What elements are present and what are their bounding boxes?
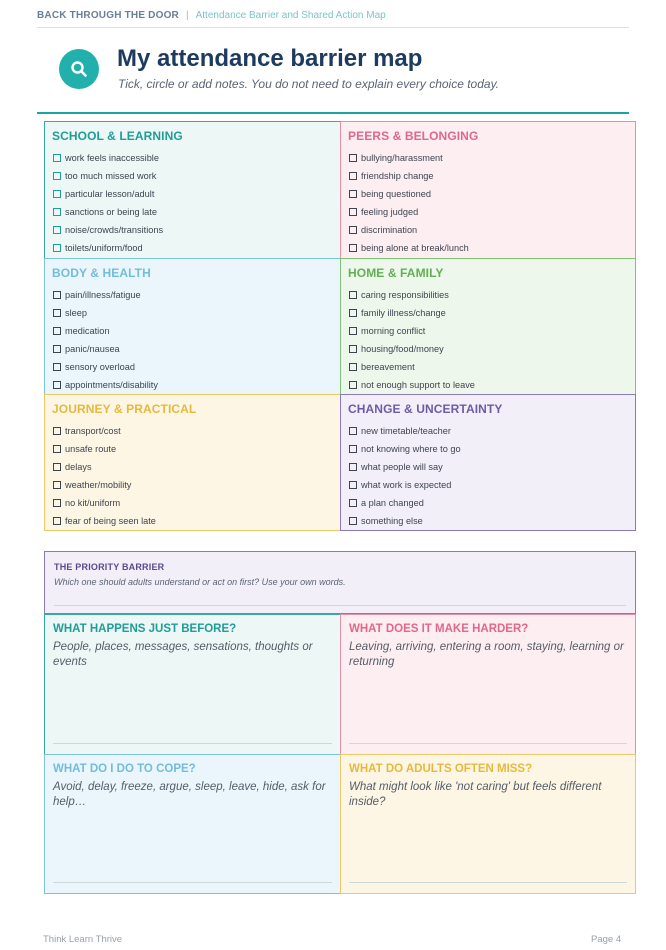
- barrier-option[interactable]: [53, 358, 158, 376]
- option-label: too much missed work: [65, 171, 157, 181]
- barrier-option[interactable]: [349, 239, 469, 257]
- checkbox[interactable]: [349, 345, 357, 353]
- option-label: bullying/harassment: [361, 153, 443, 163]
- checkbox[interactable]: [349, 309, 357, 317]
- checkbox[interactable]: [53, 463, 61, 471]
- checkbox[interactable]: [349, 208, 357, 216]
- checkbox[interactable]: [53, 327, 61, 335]
- category-body-health: [44, 258, 341, 395]
- checkbox[interactable]: [53, 445, 61, 453]
- checkbox[interactable]: [349, 381, 357, 389]
- priority-heading: THE PRIORITY BARRIER: [54, 562, 165, 572]
- option-label: medication: [65, 326, 110, 336]
- barrier-option[interactable]: [349, 149, 469, 167]
- category-home-family: [340, 258, 636, 395]
- category-title: CHANGE & UNCERTAINTY: [348, 402, 503, 416]
- checkbox[interactable]: [349, 427, 357, 435]
- barrier-option[interactable]: [53, 239, 163, 257]
- title-divider: [37, 112, 629, 114]
- checkbox[interactable]: [349, 363, 357, 371]
- barrier-option[interactable]: [349, 358, 475, 376]
- option-label: particular lesson/adult: [65, 189, 155, 199]
- checkbox[interactable]: [349, 463, 357, 471]
- question-how-i-cope[interactable]: [44, 754, 341, 894]
- priority-barrier-field[interactable]: [44, 551, 636, 614]
- checkbox[interactable]: [53, 208, 61, 216]
- writing-line: [349, 882, 627, 883]
- category-title: PEERS & BELONGING: [348, 129, 479, 143]
- question-what-makes-harder[interactable]: [340, 614, 636, 755]
- checkbox[interactable]: [53, 381, 61, 389]
- question-prompt: What might look like 'not caring' but feels different inside?: [349, 781, 602, 808]
- option-label: weather/mobility: [65, 480, 132, 490]
- header-subtitle: Attendance Barrier and Shared Action Map: [195, 10, 386, 21]
- checkbox[interactable]: [53, 226, 61, 234]
- checkbox[interactable]: [53, 190, 61, 198]
- writing-line: [53, 882, 332, 883]
- option-label: sanctions or being late: [65, 207, 157, 217]
- option-label: no kit/uniform: [65, 498, 121, 508]
- barrier-option[interactable]: [349, 494, 461, 512]
- barrier-option[interactable]: [349, 376, 475, 394]
- option-label: what work is expected: [361, 480, 452, 490]
- barrier-option[interactable]: [53, 203, 163, 221]
- priority-prompt: Which one should adults understand or act on first? Use your own words.: [54, 577, 346, 587]
- barrier-option[interactable]: [349, 286, 475, 304]
- category-title: JOURNEY & PRACTICAL: [52, 402, 197, 416]
- barrier-option[interactable]: [349, 512, 461, 530]
- checkbox[interactable]: [349, 226, 357, 234]
- barrier-option[interactable]: [349, 185, 469, 203]
- category-peers-belonging: [340, 121, 636, 259]
- checkbox[interactable]: [53, 517, 61, 525]
- barrier-option[interactable]: [349, 304, 475, 322]
- option-label: toilets/uniform/food: [65, 243, 143, 253]
- checkbox[interactable]: [349, 244, 357, 252]
- barrier-option[interactable]: [349, 440, 461, 458]
- question-heading: WHAT HAPPENS JUST BEFORE?: [53, 623, 237, 635]
- option-label: not knowing where to go: [361, 444, 461, 454]
- option-label: feeling judged: [361, 207, 419, 217]
- page-subtitle: Tick, circle or add notes. You do not need to explain every choice today.: [118, 77, 500, 91]
- question-prompt: Avoid, delay, freeze, argue, sleep, leave, hide, ask for help…: [53, 781, 326, 808]
- option-label: caring responsibilities: [361, 290, 449, 300]
- question-heading: WHAT DO I DO TO COPE?: [53, 763, 196, 775]
- checkbox[interactable]: [53, 309, 61, 317]
- barrier-option[interactable]: [53, 340, 158, 358]
- barrier-option[interactable]: [349, 221, 469, 239]
- checkbox[interactable]: [53, 481, 61, 489]
- barrier-option[interactable]: [53, 494, 156, 512]
- option-label: what people will say: [361, 462, 443, 472]
- category-title: SCHOOL & LEARNING: [52, 129, 183, 143]
- barrier-option[interactable]: [53, 304, 158, 322]
- question-heading: WHAT DOES IT MAKE HARDER?: [349, 623, 529, 635]
- footer-organisation: Think Learn Thrive: [43, 934, 123, 945]
- checkbox[interactable]: [349, 291, 357, 299]
- page-title: My attendance barrier map: [117, 45, 423, 72]
- option-label: fear of being seen late: [65, 516, 156, 526]
- category-change-uncertainty: [340, 394, 636, 531]
- barrier-option[interactable]: [349, 422, 461, 440]
- option-label: housing/food/money: [361, 344, 444, 354]
- option-label: discrimination: [361, 225, 418, 235]
- barrier-option[interactable]: [349, 340, 475, 358]
- header-separator: |: [185, 10, 189, 21]
- checkbox[interactable]: [53, 427, 61, 435]
- search-icon: [59, 49, 99, 89]
- option-label: being alone at break/lunch: [361, 243, 469, 253]
- option-label: work feels inaccessible: [65, 153, 159, 163]
- question-prompt: Leaving, arriving, entering a room, staying, learning or returning: [349, 641, 624, 668]
- option-label: new timetable/teacher: [361, 426, 451, 436]
- barrier-option[interactable]: [349, 476, 461, 494]
- barrier-option[interactable]: [53, 149, 163, 167]
- option-label: friendship change: [361, 171, 434, 181]
- option-label: something else: [361, 516, 423, 526]
- checkbox[interactable]: [53, 345, 61, 353]
- category-journey-practical: [44, 394, 341, 531]
- category-title: BODY & HEALTH: [52, 266, 151, 280]
- category-school-learning: [44, 121, 341, 259]
- option-label: sensory overload: [65, 362, 135, 372]
- checkbox[interactable]: [53, 291, 61, 299]
- question-what-happens-before[interactable]: [44, 614, 341, 755]
- running-header: [37, 10, 629, 28]
- checkbox[interactable]: [349, 445, 357, 453]
- option-label: being questioned: [361, 189, 431, 199]
- option-label: unsafe route: [65, 444, 117, 454]
- barrier-option[interactable]: [53, 476, 156, 494]
- option-label: transport/cost: [65, 426, 121, 436]
- barrier-option[interactable]: [53, 512, 156, 530]
- checkbox[interactable]: [349, 190, 357, 198]
- barrier-option[interactable]: [349, 322, 475, 340]
- checkbox[interactable]: [349, 172, 357, 180]
- checkbox[interactable]: [349, 154, 357, 162]
- option-label: morning conflict: [361, 326, 426, 336]
- barrier-option[interactable]: [53, 458, 156, 476]
- checkbox[interactable]: [53, 244, 61, 252]
- barrier-option[interactable]: [349, 203, 469, 221]
- question-prompt: People, places, messages, sensations, thoughts or events: [53, 641, 313, 668]
- writing-line: [53, 743, 332, 744]
- option-label: sleep: [65, 308, 87, 318]
- barrier-option[interactable]: [53, 221, 163, 239]
- barrier-option[interactable]: [53, 322, 158, 340]
- barrier-option[interactable]: [53, 440, 156, 458]
- option-label: family illness/change: [361, 308, 446, 318]
- checkbox[interactable]: [53, 499, 61, 507]
- checkbox[interactable]: [349, 517, 357, 525]
- option-label: delays: [65, 462, 92, 472]
- barrier-option[interactable]: [349, 167, 469, 185]
- option-label: bereavement: [361, 362, 415, 372]
- option-label: appointments/disability: [65, 380, 158, 390]
- question-what-adults-miss[interactable]: [340, 754, 636, 894]
- writing-line: [54, 605, 626, 606]
- checkbox[interactable]: [349, 499, 357, 507]
- checkbox[interactable]: [53, 363, 61, 371]
- option-label: not enough support to leave: [361, 380, 475, 390]
- checkbox[interactable]: [349, 481, 357, 489]
- barrier-option[interactable]: [53, 286, 158, 304]
- barrier-option[interactable]: [53, 422, 156, 440]
- barrier-option[interactable]: [53, 167, 163, 185]
- checkbox[interactable]: [349, 327, 357, 335]
- barrier-option[interactable]: [349, 458, 461, 476]
- option-label: pain/illness/fatigue: [65, 290, 141, 300]
- checkbox[interactable]: [53, 172, 61, 180]
- barrier-option[interactable]: [53, 376, 158, 394]
- page-number: Page 4: [591, 934, 622, 945]
- option-label: panic/nausea: [65, 344, 120, 354]
- barrier-option[interactable]: [53, 185, 163, 203]
- brand-name: BACK THROUGH THE DOOR: [37, 10, 179, 21]
- category-title: HOME & FAMILY: [348, 266, 444, 280]
- option-label: noise/crowds/transitions: [65, 225, 164, 235]
- question-heading: WHAT DO ADULTS OFTEN MISS?: [349, 763, 533, 775]
- writing-line: [349, 743, 627, 744]
- option-label: a plan changed: [361, 498, 424, 508]
- checkbox[interactable]: [53, 154, 61, 162]
